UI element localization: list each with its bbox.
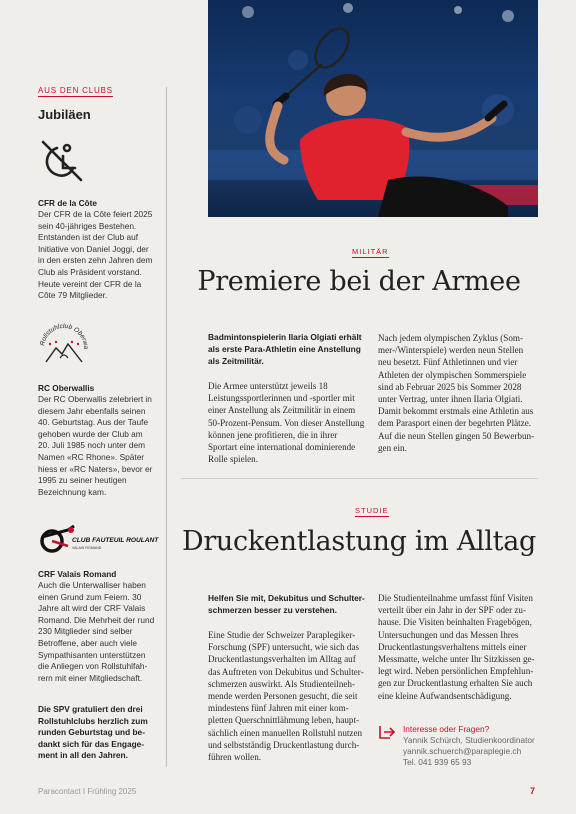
svg-text:Rollstuhlclub Oberwallis (36, 318, 89, 350)
contact-box (403, 724, 535, 768)
cfr-cote-logo (37, 138, 89, 186)
body-armee-col2: Nach jedem olympischen Zyklus (Sommer-/Winterspiele) werden neun Stellen neu besetzt. Fünf Athletinnen und vier Athleten der olympischen Sommerspiele sind ab Februar 2025 bis Sommer 2028 unter Vertrag, unter ihnen Ilaria Olgiati. Damit bekommt erstmals eine Athletin aus dem Parasport einen der begehrten Plätze. Auf die neun Stellen gingen 50 Bewerbungen ein. (378, 333, 535, 453)
body-druckentlastung-col2: Die Studienteilnahme umfasst fünf Visiten verteilt über ein Jahr in der SPF oder zuhause. Die Visiten beinhalten Fragebögen, Untersuchungen und das Messen Ihres Druckentlastungsverhaltens mittels einer Messmatte, welche unter Ihr Sitzkissen gelegt wird. Neben persönlichen Empfehlungen zur Druckentlastung erhalten Sie auch eine kleine Aufwandsentschädigung. (378, 593, 535, 701)
sidebar-closing: Die SPV gratuliert den drei Rollstuhlclubs herzlich zum runden Geburtstag und bedankt sich für das Engagement in all den Jahren. (38, 704, 148, 761)
contact-name: Yannik Schürch, Studienkoordinator (403, 735, 535, 745)
contact-email[interactable]: yannik.schuerch@paraplegie.ch (403, 746, 522, 756)
club-name-rc-oberwallis: RC Oberwallis (38, 383, 95, 393)
headline-armee: Premiere bei der Armee (197, 266, 521, 297)
body-druckentlastung-col1: Eine Studie der Schweizer Paraplegiker-Forschung (SPF) untersucht, wie sich das Druckentlastungsverhalten im Alltag auf das Auftreten von Dekubitus und Schulterschmerzen auswirkt. Als Studienteilnehmende werden Personen gesucht, die seit mindestens fünf Jahren mit einer kompletten Querschnittlähmung leben, hauptsächlich einen manuellen Rollstuhl nutzen und selbstständig Druckentlastung durchführen wollen. (208, 630, 364, 763)
column-divider (166, 87, 167, 767)
badminton-player-illustration (208, 0, 538, 217)
crf-valais-logo (38, 524, 158, 554)
article-divider (181, 478, 538, 479)
section-tag-militaer: MILITÄR (352, 247, 389, 256)
headline-druckentlastung: Druckentlastung im Alltag (181, 526, 537, 557)
rc-oberwallis-logo-text: Rollstuhlclub Oberwa (39, 322, 90, 350)
footer-publication: Paracontact I Frühling 2025 (38, 787, 137, 796)
sidebar-title: Jubiläen (38, 107, 91, 122)
section-tag-studie: STUDIE (355, 506, 389, 515)
body-armee-col1: Die Armee unterstützt jeweils 18 Leistungssportlerinnen und -sportler mit einer Anstellung als Zeitmilitär in einem 50-Prozent-Pensum. Von dieser Anstellung können jene profitieren, die in ihrer Sportart eine international dominierende Rolle spielen. (208, 381, 365, 465)
crf-valais-logo-sub: VALAIS ROMAND (72, 546, 102, 550)
arrow-right-icon (378, 724, 396, 740)
crf-valais-logo-text: CLUB FAUTEUIL ROULANT (72, 537, 159, 544)
section-tag-clubs: AUS DEN CLUBS (38, 86, 113, 95)
club-name-cfr-cote: CFR de la Côte (38, 198, 98, 208)
badminton-photo (208, 0, 538, 217)
club-text-crf-valais: Auch die Unterwalliser haben einen Grund zum Feiern. 30 Jahre alt wird der CRF Valais Romand. Die Mehrheit der rund 230 Mitglieder sind selber Betroffene, aber auch viele Sympathisanten unterstützen die Anliegen von Rollstuhlfahrern mit einer Mitgliedschaft. (38, 580, 155, 683)
club-text-rc-oberwallis: Der RC Oberwallis zelebriert in diesem Jahr ebenfalls seinen 40. Geburtstag. Aus der Taufe gehoben wurde der Club am 20. Juli 1985 noch unter dem Namen «RC Rhone». Später hiess er «RC Naters», bevor er 1995 zu seiner heutigen Bezeichnung kam. (38, 394, 153, 497)
club-text-cfr-cote: Der CFR de la Côte feiert 2025 sein 40-jähriges Bestehen. Entstanden ist der Club auf Initiative von Daniel Joggi, der in den ersten zehn Jahren dem Club als Präsident vorstand. Heute vereint der CFR de la Côte 79 Mitglieder. (38, 209, 153, 301)
contact-head: Interesse oder Fragen? (403, 724, 490, 734)
club-name-crf-valais: CRF Valais Romand (38, 569, 117, 579)
rc-oberwallis-logo (36, 318, 92, 374)
lead-armee: Badmintonspielerin Ilaria Olgiati erhält als erste Para-Athletin eine Anstellung als Zeitmilitär. (208, 332, 362, 366)
contact-phone: Tel. 041 939 65 93 (403, 757, 472, 767)
lead-druckentlastung: Helfen Sie mit, Dekubitus und Schulterschmerzen besser zu verstehen. (208, 593, 365, 615)
page-number: 7 (530, 786, 536, 796)
